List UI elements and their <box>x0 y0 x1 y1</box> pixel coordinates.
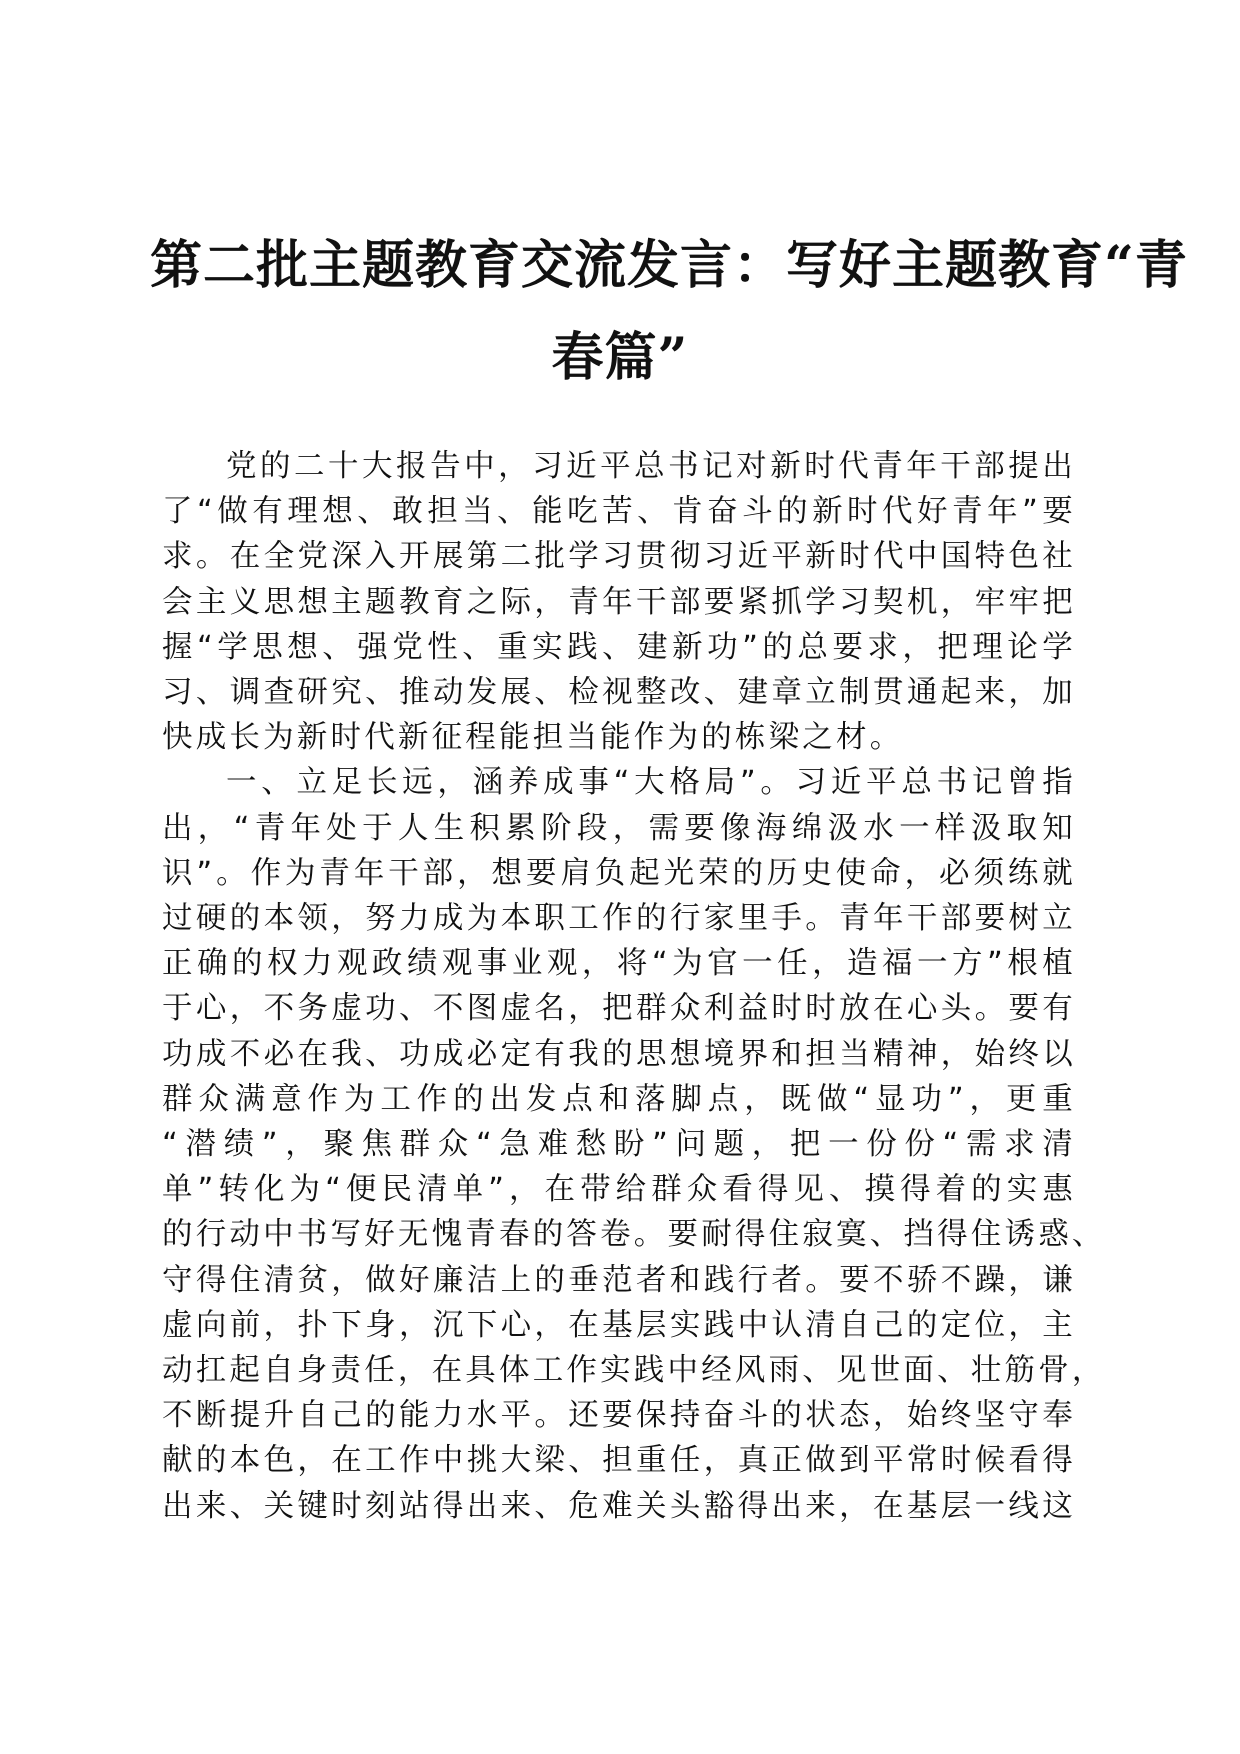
paragraph-1 <box>162 444 1076 760</box>
text-line: 习、调查研究、推动发展、检视整改、建章立制贯通起来，加 <box>162 675 1076 711</box>
text-line: 求。在全党深入开展第二批学习贯彻习近平新时代中国特色社 <box>162 539 1076 575</box>
text-line: 于心，不务虚功、不图虚名，把群众利益时时放在心头。要有 <box>162 991 1076 1027</box>
text-line: 快成长为新时代新征程能担当能作为的栋梁之材。 <box>162 720 904 756</box>
text-line: 动扛起自身责任，在具体工作实践中经风雨、见世面、壮筋骨， <box>162 1353 1106 1389</box>
paragraph-2 <box>162 760 1106 1528</box>
text-line: 出，“青年处于人生积累阶段，需要像海绵汲水一样汲取知 <box>162 810 1076 846</box>
title-line: 春篇” <box>551 327 689 388</box>
text-line: 握“学思想、强党性、重实践、建新功”的总要求，把理论学 <box>162 629 1076 665</box>
document-body <box>162 444 1106 1529</box>
text-line: 党的二十大报告中，习近平总书记对新时代青年干部提出 <box>226 449 1076 484</box>
text-line: 单”转化为“便民清单”，在带给群众看得见、摸得着的实惠 <box>162 1172 1076 1208</box>
text-line: 群众满意作为工作的出发点和落脚点，既做“显功”，更重 <box>162 1081 1076 1117</box>
text-line: 出来、关键时刻站得出来、危难关头豁得出来，在基层一线这 <box>162 1488 1076 1524</box>
text-line: 识”。作为青年干部，想要肩负起光荣的历史使命，必须练就 <box>162 855 1076 891</box>
text-line: 过硬的本领，努力成为本职工作的行家里手。青年干部要树立 <box>162 901 1076 937</box>
text-line: 献的本色，在工作中挑大梁、担重任，真正做到平常时候看得 <box>162 1443 1076 1479</box>
text-line: 守得住清贫，做好廉洁上的垂范者和践行者。要不骄不躁，谦 <box>162 1262 1076 1298</box>
text-line: 的行动中书写好无愧青春的答卷。要耐得住寂寞、挡得住诱惑、 <box>162 1217 1106 1253</box>
text-line: 会主义思想主题教育之际，青年干部要紧抓学习契机，牢牢把 <box>162 584 1076 620</box>
text-line: “潜绩”，聚焦群众“急难愁盼”问题，把一份份“需求清 <box>162 1127 1076 1163</box>
text-line: 正确的权力观政绩观事业观，将“为官一任，造福一方”根植 <box>162 946 1076 982</box>
text-line: 虚向前，扑下身，沉下心，在基层实践中认清自己的定位，主 <box>162 1307 1076 1343</box>
text-line: 功成不必在我、功成必定有我的思想境界和担当精神，始终以 <box>162 1036 1076 1072</box>
text-line: 一、立足长远，涵养成事“大格局”。习近平总书记曾指 <box>226 765 1076 801</box>
title-line: 第二批主题教育交流发言：写好主题教育“青 <box>150 235 1188 296</box>
text-line: 不断提升自己的能力水平。还要保持奋斗的状态，始终坚守奉 <box>162 1398 1076 1434</box>
document-title <box>150 220 1188 404</box>
text-line: 了“做有理想、敢担当、能吃苦、肯奋斗的新时代好青年”要 <box>162 494 1076 530</box>
